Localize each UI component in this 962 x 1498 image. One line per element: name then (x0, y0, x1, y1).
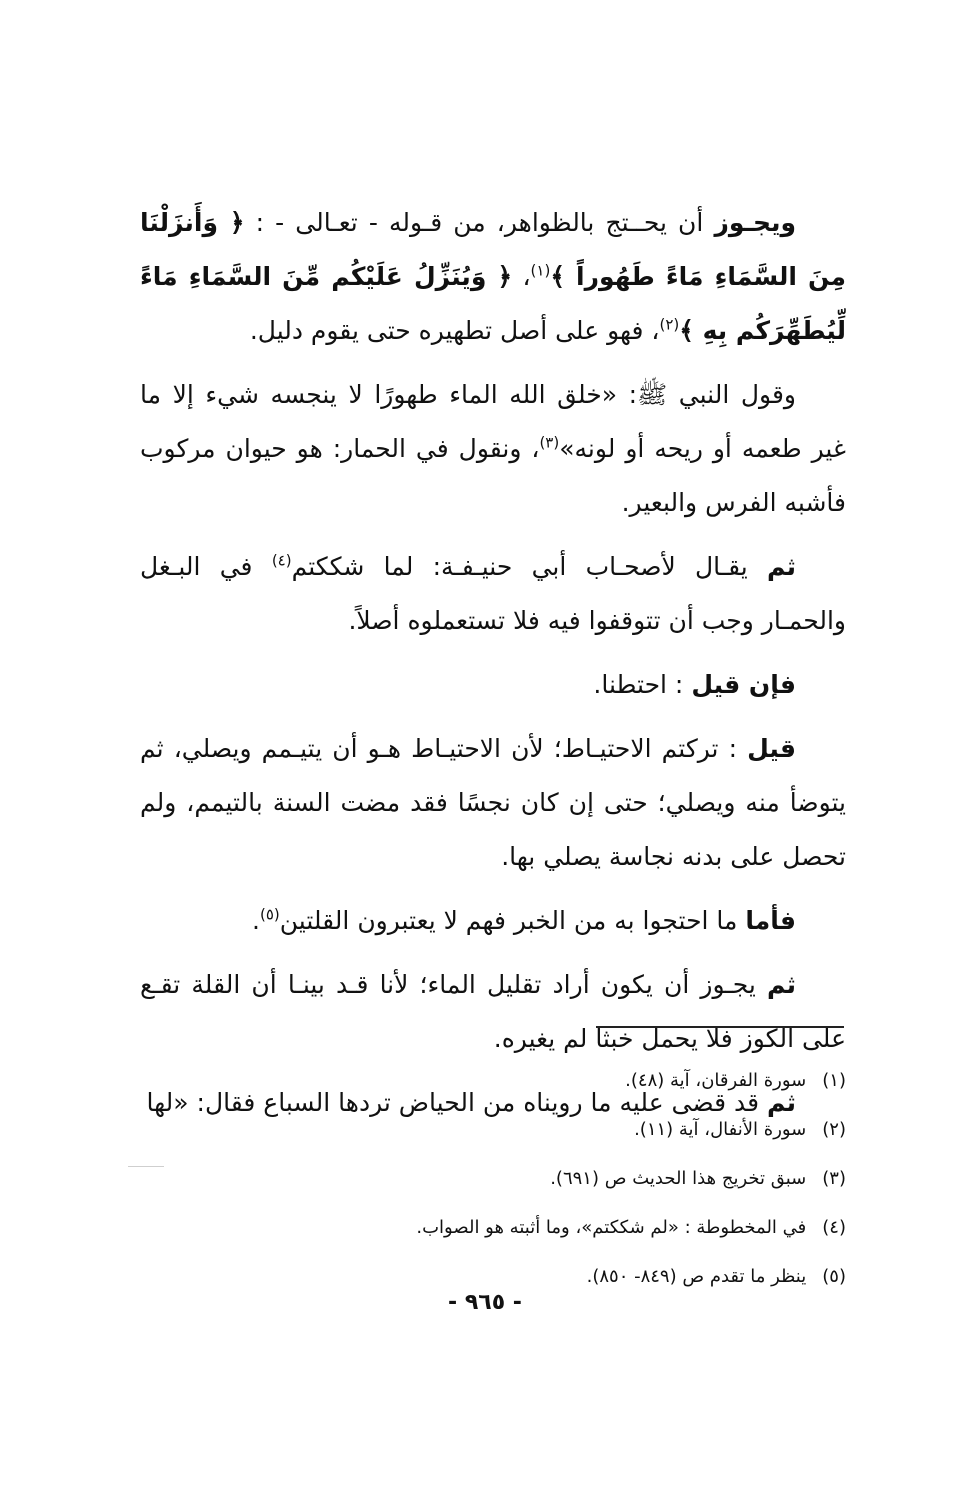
paragraph-text: : تركتم الاحتيـاط؛ لأن الاحتيـاط هـو أن يتيـمم ويصلي، ثم يتوضأ منه ويصلي؛ حتى إن كان نجسًا فقد مضت السنة بالتيمم، ولم تحصل على بدنه نجاسة يصلي بها. (140, 734, 846, 871)
footnote-text: سورة الفرقان، آية (٤٨). (625, 1070, 807, 1091)
page-number: - ٩٦٥ - (448, 1290, 522, 1315)
paragraph-text: . (252, 906, 260, 935)
paragraph-text: أن يحــتج بالظواهر، من قـوله - تعـالى - : (244, 208, 715, 237)
footnote-number: (٥) (822, 1266, 846, 1287)
paragraph-text: يجـوز أن يكون أراد تقليل الماء؛ لأنا قـد بينـا أن القلة تقـع على الكوز فلا يحمل خبثا لم يغيره. (140, 970, 846, 1053)
footnote-item (140, 1105, 846, 1154)
footnotes (140, 1056, 846, 1301)
paragraph-text: : احتطنا. (593, 670, 692, 699)
footnote-ref: (٥) (259, 905, 280, 924)
paragraph-text: ، ونقول في الحمار: هو حيوان مركوب فأشبه الفرس والبعير. (140, 434, 846, 517)
footnote-ref: (٤) (271, 551, 292, 570)
footnote-divider (596, 1026, 844, 1028)
paragraph-text: وقول النبي ﷺ: «خلق الله الماء طهورًا لا ينجسه شيء إلا ما غير طعمه أو ريحه أو لونه» (140, 380, 846, 463)
footnote-text: سبق تخريج هذا الحديث ص (٦٩١). (550, 1168, 807, 1189)
paragraph-text: يقـال لأصحـاب أبي حنيـفـة: لما شككتم (291, 552, 768, 581)
quran-quote: ﴿ وَأَنزَلْنَا مِنَ السَّمَاءِ مَاءً طَهُوراً ﴾ (140, 208, 846, 291)
paragraph-7 (140, 958, 846, 1066)
paragraph-lead: قيل (747, 734, 796, 763)
footnote-number: (٣) (822, 1168, 846, 1189)
footnote-item (140, 1203, 846, 1252)
paragraph-4 (140, 658, 846, 712)
paragraph-lead: ثم (767, 970, 796, 999)
paragraph-lead: ثم (767, 552, 797, 581)
footnote-text: في المخطوطة : «لم شككتم»، وما أثبته هو الصواب. (416, 1217, 807, 1238)
paragraph-lead: ويجـوز (714, 208, 796, 237)
paragraph-text: في البـغل والحمـار وجب أن تتوقفوا فيه فلا تستعملوه أصلاً. (140, 552, 846, 635)
footnote-ref: (٣) (539, 433, 560, 452)
paragraph-text: ، فهو على أصل تطهيره حتى يقوم دليل. (249, 316, 660, 345)
paragraph-lead: فأما (745, 906, 796, 935)
footnote-number: (٤) (822, 1217, 846, 1238)
paragraph-1 (140, 196, 846, 358)
footnote-ref: (١) (530, 261, 551, 280)
paragraph-lead: فإن قيل (691, 670, 796, 699)
paragraph-5 (140, 722, 846, 884)
footnote-item (140, 1154, 846, 1203)
footnote-number: (٢) (822, 1119, 846, 1140)
paragraph-3 (140, 540, 846, 648)
paragraph-6 (140, 894, 846, 948)
footnote-ref: (٢) (659, 315, 680, 334)
paragraph-text: ، (512, 262, 531, 291)
footnote-text: ينظر ما تقدم ص (٨٤٩- ٨٥٠). (586, 1266, 807, 1287)
paragraph-text: ما احتجوا به من الخبر فهم لا يعتبرون القلتين (279, 906, 746, 935)
quran-quote: ﴿ وَيُنَزِّلُ عَلَيْكُم مِّنَ السَّمَاءِ مَاءً لِّيُطَهِّرَكُم بِهِ ﴾ (140, 262, 846, 345)
main-text (140, 196, 846, 1140)
footnote-item (140, 1056, 846, 1105)
paragraph-lead: ثم (767, 1088, 796, 1117)
paragraph-text: قد قضى عليه ما رويناه من الحياض تردها السباع فقال: «لها (146, 1088, 767, 1117)
footnote-number: (١) (822, 1070, 846, 1091)
footnote-text: سورة الأنفال، آية (١١). (634, 1119, 807, 1140)
paragraph-2 (140, 368, 846, 530)
